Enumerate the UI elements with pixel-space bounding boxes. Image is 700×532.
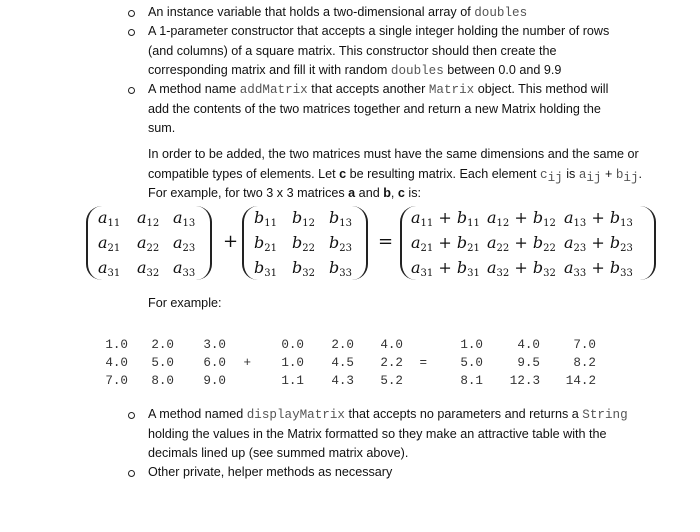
matrix-symbol: b <box>609 233 621 252</box>
bullet-line <box>148 61 561 82</box>
matrix-symbol: a <box>98 208 108 227</box>
matrix-symbol: a <box>411 208 421 227</box>
text-run: Other private, helper methods as necessary <box>148 465 393 479</box>
matrix-cell <box>292 208 315 229</box>
example-b-value: 4.3 <box>331 374 354 388</box>
text-run: that accepts no parameters and returns a <box>344 407 583 421</box>
plus-sign: + <box>433 233 457 252</box>
plus-sign: + <box>433 208 457 227</box>
matrix-symbol: b <box>329 233 340 252</box>
sum-cell <box>411 233 480 254</box>
example-a-value: 8.0 <box>151 374 174 388</box>
text-run: An instance variable that holds a two-dimensional array of <box>148 5 475 19</box>
matrix-symbol: a <box>411 233 421 252</box>
matrix-subscript: 13 <box>339 218 352 229</box>
matrix-subscript: 13 <box>620 218 633 229</box>
matrix-symbol: a <box>137 233 147 252</box>
bullet-circle-icon <box>128 412 135 419</box>
code-text: Matrix <box>428 83 475 97</box>
plus-sign: + <box>586 258 610 277</box>
example-b-value: 1.1 <box>281 374 304 388</box>
bullet-line <box>148 80 608 101</box>
example-c-value: 12.3 <box>509 374 540 388</box>
matrix-cell <box>98 233 120 254</box>
sum-cell <box>564 208 633 229</box>
right-paren-a <box>196 206 212 280</box>
matrix-subscript: 31 <box>107 268 121 279</box>
code-text: displayMatrix <box>246 408 345 422</box>
matrix-subscript: 23 <box>339 243 352 254</box>
matrix-symbol: a <box>173 258 183 277</box>
matrix-subscript: 32 <box>496 268 510 279</box>
text-run: In order to be added, the two matrices must have the same dimensions and the same or <box>148 147 639 161</box>
example-label: For example: <box>148 296 222 310</box>
text-run: is <box>562 166 579 181</box>
matrix-symbol: b <box>456 258 468 277</box>
text-run: . <box>638 166 643 181</box>
paragraph-line <box>148 184 421 204</box>
matrix-subscript: 11 <box>420 218 434 229</box>
example-c-value: 8.1 <box>460 374 483 388</box>
example-a-value: 2.0 <box>151 338 174 352</box>
matrix-symbol: b <box>609 258 621 277</box>
matrix-cell <box>254 258 277 279</box>
matrix-subscript: 31 <box>467 268 480 279</box>
text-run: be resulting matrix. Each element <box>346 166 541 181</box>
matrix-subscript: 33 <box>182 268 196 279</box>
plus-operator: + <box>223 231 239 252</box>
matrix-subscript: 12 <box>496 218 510 229</box>
matrix-symbol: a <box>98 233 108 252</box>
bullet-circle-icon <box>128 10 135 17</box>
matrix-symbol: a <box>98 258 108 277</box>
example-a-value: 6.0 <box>203 356 226 370</box>
example-a-value: 9.0 <box>203 374 226 388</box>
matrix-cell <box>137 208 159 229</box>
code-text: doubles <box>390 64 444 78</box>
example-a-value: 5.0 <box>151 356 174 370</box>
matrix-symbol: b <box>292 233 303 252</box>
matrix-subscript: 23 <box>182 243 196 254</box>
code-text: doubles <box>474 6 528 20</box>
matrix-cell <box>329 258 352 279</box>
bullet-line <box>148 3 527 24</box>
matrix-subscript: 33 <box>573 268 587 279</box>
example-plus-operator: + <box>243 356 251 370</box>
example-a-value: 1.0 <box>105 338 128 352</box>
plus-sign: + <box>509 233 533 252</box>
example-c-value: 1.0 <box>460 338 483 352</box>
matrix-symbol: b <box>609 208 621 227</box>
bullet-line <box>148 119 175 139</box>
plus-sign: + <box>586 233 610 252</box>
matrix-subscript: 11 <box>264 218 277 229</box>
bullet-line <box>148 405 628 426</box>
matrix-symbol: a <box>564 258 574 277</box>
matrix-subscript: 22 <box>146 243 160 254</box>
bullet-line <box>148 22 609 42</box>
bullet-line <box>148 444 408 464</box>
matrix-subscript: 22 <box>302 243 315 254</box>
matrix-subscript: 13 <box>573 218 587 229</box>
matrix-symbol: b <box>292 208 303 227</box>
example-c-value: 9.5 <box>517 356 540 370</box>
bullet-circle-icon <box>128 87 135 94</box>
text-run: , <box>390 186 398 200</box>
text-run: holding the values in the Matrix formatted so they make an attractive table with the <box>148 426 607 441</box>
matrix-symbol: b <box>292 258 303 277</box>
example-b-value: 2.2 <box>380 356 403 370</box>
example-a-value: 3.0 <box>203 338 226 352</box>
sum-cell <box>487 233 556 254</box>
example-b-value: 4.0 <box>380 338 403 352</box>
matrix-subscript: 11 <box>107 218 121 229</box>
matrix-symbol: a <box>137 258 147 277</box>
text-run: and <box>355 186 384 200</box>
example-c-value: 5.0 <box>460 356 483 370</box>
sum-cell <box>411 258 480 279</box>
subscript-text: ij <box>586 170 602 185</box>
matrix-symbol: a <box>564 208 574 227</box>
example-b-value: 2.0 <box>331 338 354 352</box>
plus-sign: + <box>509 258 533 277</box>
example-a-value: 7.0 <box>105 374 128 388</box>
text-run: compatible types of elements. Let <box>148 166 340 181</box>
matrix-cell <box>137 258 159 279</box>
text-run: A method name <box>148 82 240 96</box>
text-run: decimals lined up (see summed matrix above). <box>148 446 409 460</box>
plus-sign: + <box>433 258 457 277</box>
code-text: b <box>615 167 624 182</box>
text-run: corresponding matrix and fill it with random <box>148 63 391 77</box>
example-b-value: 4.5 <box>331 356 354 370</box>
bullet-line <box>148 425 607 445</box>
matrix-subscript: 12 <box>302 218 315 229</box>
text-run: between 0.0 and 9.9 <box>443 63 562 77</box>
matrix-symbol: b <box>254 208 265 227</box>
matrix-symbol: a <box>564 233 574 252</box>
text-run: + <box>601 166 616 181</box>
matrix-symbol: a <box>137 208 147 227</box>
matrix-symbol: b <box>254 233 265 252</box>
bullet-circle-icon <box>128 29 135 36</box>
example-c-value: 14.2 <box>565 374 596 388</box>
matrix-subscript: 21 <box>467 243 480 254</box>
matrix-cell <box>173 208 195 229</box>
bold-text: b <box>383 186 391 200</box>
matrix-cell <box>173 233 195 254</box>
code-text: addMatrix <box>239 83 308 97</box>
matrix-subscript: 31 <box>264 268 277 279</box>
plus-sign: + <box>509 208 533 227</box>
matrix-cell <box>254 208 277 229</box>
bullet-line <box>148 42 557 62</box>
matrix-cell <box>98 258 120 279</box>
matrix-subscript: 21 <box>264 243 277 254</box>
text-run: (and columns) of a square matrix. This constructor should then create the <box>148 43 557 58</box>
subscript-text: ij <box>623 170 639 185</box>
bullet-line <box>148 100 601 120</box>
example-c-value: 7.0 <box>573 338 596 352</box>
matrix-subscript: 22 <box>543 243 556 254</box>
text-run: that accepts another <box>307 82 429 96</box>
matrix-symbol: a <box>173 208 183 227</box>
text-run: object. This method will <box>474 82 609 96</box>
plus-sign: + <box>586 208 610 227</box>
matrix-cell <box>173 258 195 279</box>
text-run: A 1-parameter constructor that accepts a single integer holding the number of rows <box>148 24 610 38</box>
matrix-subscript: 12 <box>543 218 556 229</box>
matrix-subscript: 23 <box>573 243 587 254</box>
bold-text: a <box>348 186 356 200</box>
matrix-symbol: a <box>487 208 497 227</box>
equals-operator: = <box>378 231 394 252</box>
matrix-cell <box>292 233 315 254</box>
example-b-value: 0.0 <box>281 338 304 352</box>
subscript-text: ij <box>547 170 563 185</box>
example-b-value: 1.0 <box>281 356 304 370</box>
right-paren-c <box>640 206 656 280</box>
matrix-subscript: 33 <box>620 268 633 279</box>
matrix-cell <box>292 258 315 279</box>
matrix-symbol: b <box>329 258 340 277</box>
matrix-symbol: b <box>456 233 468 252</box>
sum-cell <box>487 258 556 279</box>
matrix-cell <box>329 208 352 229</box>
matrix-symbol: b <box>456 208 468 227</box>
matrix-symbol: b <box>329 208 340 227</box>
matrix-subscript: 21 <box>420 243 434 254</box>
paragraph-line <box>148 145 639 165</box>
example-equals-operator: = <box>419 356 427 370</box>
matrix-symbol: b <box>532 208 544 227</box>
example-c-value: 4.0 <box>517 338 540 352</box>
matrix-subscript: 11 <box>467 218 480 229</box>
text-run: sum. <box>148 121 176 135</box>
text-run: add the contents of the two matrices together and return a new Matrix holding the <box>148 101 601 116</box>
matrix-symbol: a <box>173 233 183 252</box>
matrix-subscript: 32 <box>302 268 315 279</box>
matrix-subscript: 23 <box>620 243 633 254</box>
example-b-value: 5.2 <box>380 374 403 388</box>
matrix-subscript: 32 <box>146 268 160 279</box>
matrix-subscript: 21 <box>107 243 121 254</box>
matrix-cell <box>254 233 277 254</box>
matrix-subscript: 31 <box>420 268 434 279</box>
text-run: is: <box>404 186 422 200</box>
code-text: a <box>578 167 587 182</box>
example-c-value: 8.2 <box>573 356 596 370</box>
matrix-symbol: a <box>487 233 497 252</box>
matrix-cell <box>137 233 159 254</box>
bold-text: c <box>397 186 405 200</box>
matrix-symbol: b <box>532 258 544 277</box>
matrix-subscript: 33 <box>339 268 352 279</box>
matrix-symbol: b <box>254 258 265 277</box>
matrix-subscript: 12 <box>146 218 160 229</box>
matrix-symbol: b <box>532 233 544 252</box>
matrix-subscript: 13 <box>182 218 196 229</box>
matrix-cell <box>98 208 120 229</box>
bullet-circle-icon <box>128 470 135 477</box>
text-run: A method named <box>148 407 247 421</box>
matrix-subscript: 22 <box>496 243 510 254</box>
example-a-value: 4.0 <box>105 356 128 370</box>
sum-cell <box>564 258 633 279</box>
matrix-cell <box>329 233 352 254</box>
sum-cell <box>487 208 556 229</box>
sum-cell <box>411 208 480 229</box>
matrix-symbol: a <box>487 258 497 277</box>
text-run: For example, for two 3 x 3 matrices <box>148 186 349 200</box>
right-paren-b <box>352 206 368 280</box>
matrix-symbol: a <box>411 258 421 277</box>
bold-text: c <box>339 166 347 181</box>
bullet-line <box>148 463 392 483</box>
code-text: String <box>582 408 628 422</box>
matrix-subscript: 32 <box>543 268 556 279</box>
code-text: c <box>540 167 548 182</box>
sum-cell <box>564 233 633 254</box>
